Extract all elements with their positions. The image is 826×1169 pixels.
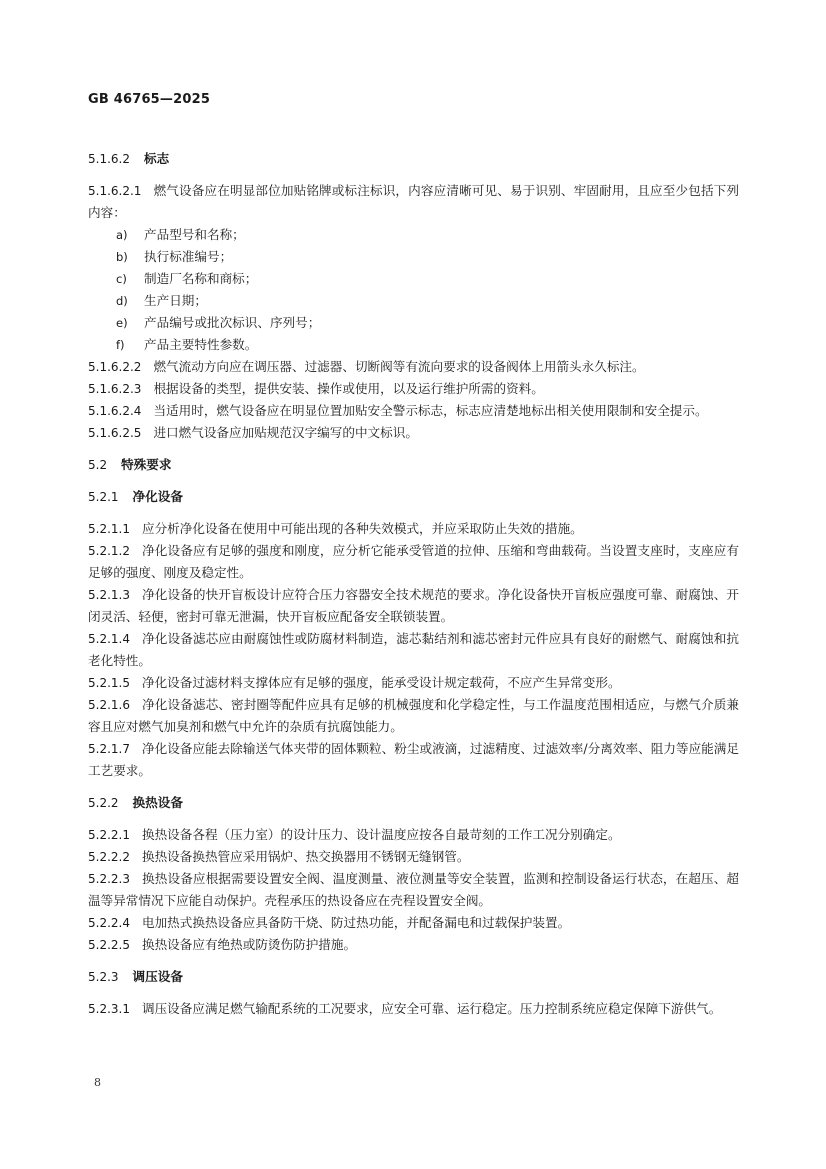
list-item: a) 产品型号和名称； [116,227,245,242]
clause-5-1-6-2-4: 5.1.6.2.4 当适用时，燃气设备应在明显位置加贴安全警示标志，标志应清楚地标出相关使用限制和安全提示。 [88,403,708,418]
clause-5-2-1-3: 5.2.1.3 净化设备的快开盲板设计应符合压力容器安全技术规范的要求。净化设备快开盲板应强度可靠、耐腐蚀、开闭灵活、轻便，密封可靠无泄漏，快开盲板应配备安全联锁装置。 [88,587,739,624]
clause-5-2-1-6: 5.2.1.6 净化设备滤芯、密封圈等配件应具有足够的机械强度和化学稳定性，与工作温度范围相适应，与燃气介质兼容且应对燃气加臭剂和燃气中允许的杂质有抗腐蚀能力。 [88,697,739,734]
document-body [88,148,739,1020]
heading-5-2-1: 5.2.1 净化设备 [88,489,183,504]
heading-5-2-3: 5.2.3 调压设备 [88,969,183,984]
clause-5-2-2-4: 5.2.2.4 电加热式换热设备应具备防干烧、防过热功能，并配备漏电和过载保护装置。 [88,915,571,930]
heading-number: 5.1.6.2 [88,152,130,166]
list-item: d) 生产日期； [116,293,207,308]
list-item: c) 制造厂名称和商标； [116,271,258,286]
marking-contents-list [88,224,739,356]
clause-5-2-1-1: 5.2.1.1 应分析净化设备在使用中可能出现的各种失效模式，并应采取防止失效的措施。 [88,521,583,536]
clause-5-2-1-4: 5.2.1.4 净化设备滤芯应由耐腐蚀性或防腐材料制造，滤芯黏结剂和滤芯密封元件应具有良好的耐燃气、耐腐蚀和抗老化特性。 [88,631,739,668]
list-item: f) 产品主要特性参数。 [116,337,258,352]
document-code: GB 46765—2025 [88,92,211,107]
clause-5-1-6-2-3: 5.1.6.2.3 根据设备的类型，提供安装、操作或使用，以及运行维护所需的资料。 [88,381,544,396]
clause-5-2-1-5: 5.2.1.5 净化设备过滤材料支撑体应有足够的强度，能承受设计规定载荷，不应产生异常变形。 [88,675,621,690]
list-item: e) 产品编号或批次标识、序列号； [116,315,321,330]
clause-5-2-2-2: 5.2.2.2 换热设备换热管应采用锅炉、热交换器用不锈钢无缝钢管。 [88,849,470,864]
heading-5-2-2: 5.2.2 换热设备 [88,795,183,810]
heading-title: 标志 [143,151,170,166]
clause-5-2-2-5: 5.2.2.5 换热设备应有绝热或防烫伤防护措施。 [88,937,357,952]
clause-5-2-1-7: 5.2.1.7 净化设备应能去除输送气体夹带的固体颗粒、粉尘或液滴，过滤精度、过滤效率/分离效率、阻力等应能满足工艺要求。 [88,741,739,778]
clause-5-1-6-2-1 [88,180,739,224]
clause-5-2-3-1: 5.2.3.1 调压设备应满足燃气输配系统的工况要求，应安全可靠、运行稳定。压力控制系统应稳定保障下游供气。 [88,1001,722,1016]
heading-5-1-6-2 [88,148,739,170]
clause-5-1-6-2-2: 5.1.6.2.2 燃气流动方向应在调压器、过滤器、切断阀等有流向要求的设备阀体上用箭头永久标注。 [88,359,645,374]
page-number: 8 [94,1076,101,1089]
clause-5-1-6-2-5: 5.1.6.2.5 进口燃气设备应加贴规范汉字编写的中文标识。 [88,425,418,440]
clause-5-2-2-1: 5.2.2.1 换热设备各程（压力室）的设计压力、设计温度应按各自最苛刻的工作工况分别确定。 [88,827,621,842]
clause-text: 燃气设备应在明显部位加贴铭牌或标注标识，内容应清晰可见、易于识别、牢固耐用，且应至少包括下列内容： [88,183,739,220]
clause-number: 5.1.6.2.1 [88,184,142,198]
clause-5-2-1-2: 5.2.1.2 净化设备应有足够的强度和刚度，应分析它能承受管道的拉伸、压缩和弯曲载荷。当设置支座时，支座应有足够的强度、刚度及稳定性。 [88,543,739,580]
heading-5-2: 5.2 特殊要求 [88,457,172,472]
clause-5-2-2-3: 5.2.2.3 换热设备应根据需要设置安全阀、温度测量、液位测量等安全装置，监测和控制设备运行状态，在超压、超温等异常情况下应能自动保护。壳程承压的热设备应在壳程设置安全阀。 [88,871,739,908]
list-item: b) 执行标准编号； [116,249,233,264]
